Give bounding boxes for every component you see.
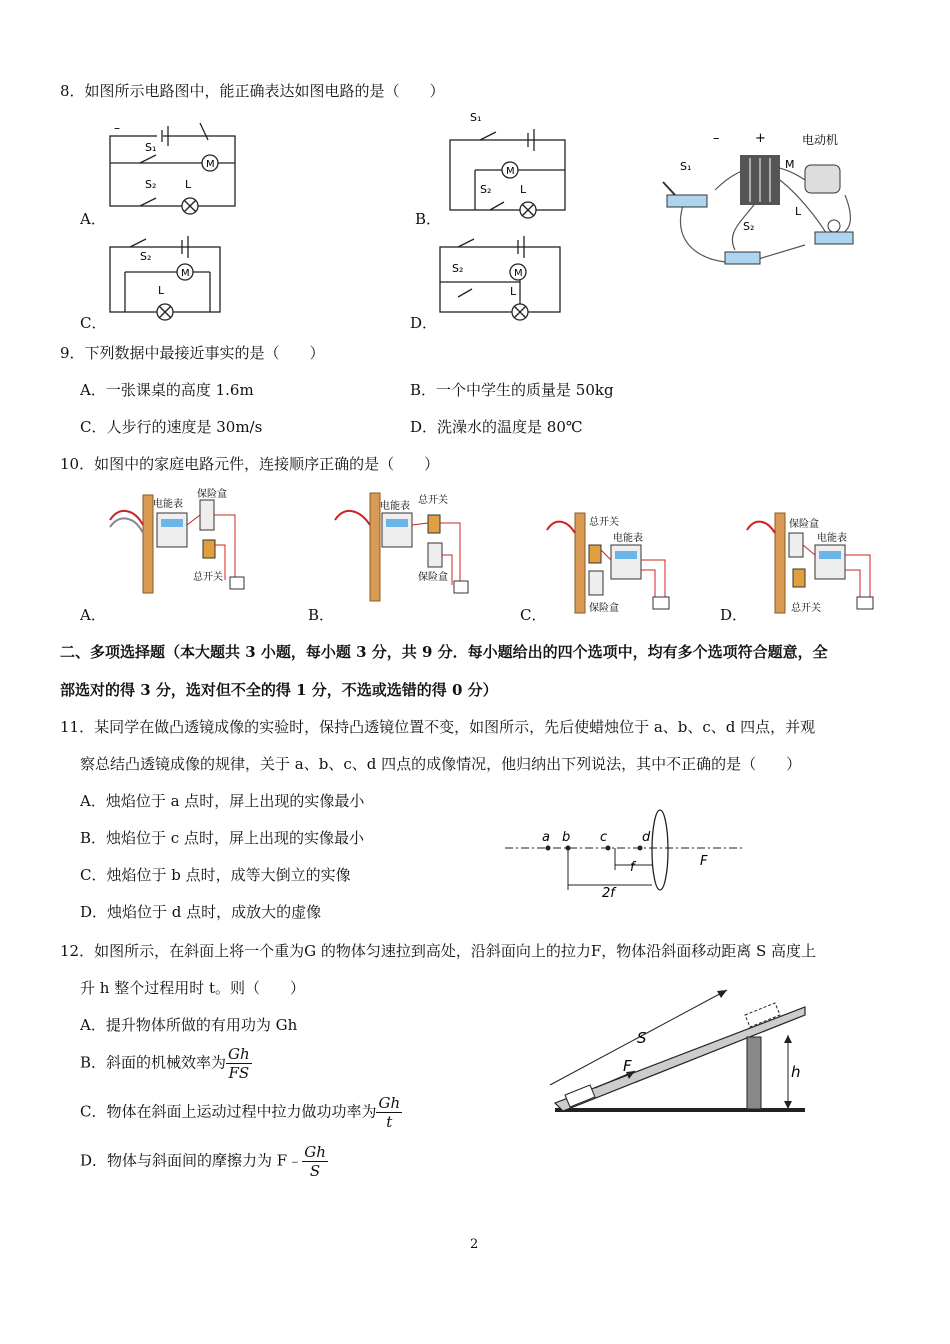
q12-option-b-fraction bbox=[226, 1045, 252, 1082]
q12-option-c[interactable] bbox=[80, 1094, 402, 1131]
phys-motor-label: 电动机 bbox=[802, 133, 839, 147]
q10-d-meter-label: 电能表 bbox=[817, 533, 847, 544]
q8-option-d[interactable]: D． bbox=[410, 314, 438, 332]
q12-option-d-text: D．物体与斜面间的摩擦力为 F﹣ bbox=[80, 1151, 303, 1170]
label-focal-point: F bbox=[700, 854, 708, 869]
q8-circuit-d bbox=[430, 232, 570, 327]
q12-stem-line2: 升 h 整个过程用时 t。则（ ） bbox=[80, 979, 305, 997]
q12-stem-line1: 12．如图所示，在斜面上将一个重为G 的物体匀速拉到高处，沿斜面向上的拉力F，物体沿斜面移动距离 S 高度上 bbox=[60, 942, 817, 960]
q8-a-s2-label: S₂ bbox=[145, 178, 157, 191]
q10-a-fuse-label: 保险盒 bbox=[197, 489, 227, 500]
q10-d-fuse-label: 保险盒 bbox=[789, 519, 819, 530]
q8-b-m-label: M bbox=[506, 166, 515, 177]
q11-stem-line1: 11．某同学在做凸透镜成像的实验时，保持凸透镜位置不变，如图所示，先后使蜡烛位于 a、b、c、d 四点，并观 bbox=[60, 718, 816, 736]
q10-c-meter-label: 电能表 bbox=[613, 533, 643, 544]
q8-b-l-label: L bbox=[520, 183, 527, 196]
motor-icon bbox=[805, 165, 840, 193]
bulb-icon bbox=[828, 220, 840, 232]
section2-header-line2: 部选对的得 3 分，选对但不全的得 1 分，不选或选错的得 0 分） bbox=[60, 681, 498, 699]
q12-incline-diagram bbox=[535, 985, 820, 1120]
q10-a-meter-label: 电能表 bbox=[153, 499, 183, 510]
q12-option-d[interactable] bbox=[80, 1143, 328, 1180]
point-c bbox=[606, 846, 611, 851]
q12-option-b[interactable] bbox=[80, 1045, 252, 1082]
q12-option-c-fraction bbox=[376, 1094, 402, 1131]
q8-a-m-label: M bbox=[206, 159, 215, 170]
label-S: S bbox=[637, 1029, 647, 1047]
phys-plus-label: + bbox=[755, 131, 766, 146]
q11-option-b[interactable]: B．烛焰位于 c 点时，屏上出现的实像最小 bbox=[80, 829, 364, 847]
label-f: f bbox=[630, 860, 635, 875]
q10-b-fuse-label: 保险盒 bbox=[418, 572, 448, 583]
q8-d-l-label: L bbox=[510, 285, 517, 298]
point-a bbox=[546, 846, 551, 851]
q8-c-s2-label: S₂ bbox=[140, 250, 152, 263]
lamp-base-icon bbox=[815, 232, 853, 244]
label-a: a bbox=[542, 830, 550, 845]
point-d bbox=[638, 846, 643, 851]
q9-stem: 9．下列数据中最接近事实的是（ ） bbox=[60, 344, 325, 362]
q8-c-m-label: M bbox=[181, 268, 190, 279]
q10-option-c[interactable]: C． bbox=[520, 606, 547, 624]
q8-a-s1-label: S₁ bbox=[145, 141, 157, 154]
q8-a-minus-label: – bbox=[114, 121, 120, 135]
q11-option-c[interactable]: C．烛焰位于 b 点时，成等大倒立的实像 bbox=[80, 866, 351, 884]
switch-s1-icon bbox=[667, 195, 707, 207]
q8-circuit-a bbox=[100, 118, 245, 228]
q12-c-denominator: t bbox=[386, 1113, 393, 1131]
phys-s2-label: S₂ bbox=[743, 220, 755, 233]
q10-option-d[interactable]: D． bbox=[720, 606, 748, 624]
q8-option-b[interactable]: B． bbox=[415, 210, 442, 228]
label-2f: 2f bbox=[602, 886, 615, 900]
label-d: d bbox=[642, 830, 651, 845]
page-number: 2 bbox=[470, 1237, 479, 1252]
q8-circuit-c bbox=[100, 232, 230, 327]
q10-b-switch-label: 总开关 bbox=[418, 495, 448, 506]
label-h: h bbox=[791, 1063, 801, 1081]
q11-option-a[interactable]: A．烛焰位于 a 点时，屏上出现的实像最小 bbox=[80, 792, 365, 810]
q8-circuit-b bbox=[440, 105, 575, 225]
q8-physical-circuit bbox=[655, 120, 880, 275]
q11-stem-line2: 察总结凸透镜成像的规律，关于 a、b、c、d 四点的成像情况，他归纳出下列说法，其中不正确的是（ ） bbox=[80, 755, 802, 773]
q12-b-numerator: Gh bbox=[228, 1045, 250, 1063]
label-b: b bbox=[562, 830, 571, 845]
q8-option-a[interactable]: A． bbox=[80, 210, 106, 228]
q12-option-c-text: C．物体在斜面上运动过程中拉力做功功率为 bbox=[80, 1102, 377, 1121]
support-block bbox=[747, 1037, 761, 1109]
convex-lens-icon bbox=[652, 810, 668, 890]
q9-option-a[interactable]: A．一张课桌的高度 1.6m bbox=[80, 381, 254, 399]
q12-option-a[interactable]: A．提升物体所做的有用功为 Gh bbox=[80, 1016, 298, 1034]
q9-option-b[interactable]: B．一个中学生的质量是 50kg bbox=[410, 381, 614, 399]
q8-d-s2-label: S₂ bbox=[452, 262, 464, 275]
phys-l-label: L bbox=[795, 205, 802, 218]
q9-option-c[interactable]: C．人步行的速度是 30m/s bbox=[80, 418, 263, 436]
q8-c-l-label: L bbox=[158, 284, 165, 297]
label-c: c bbox=[600, 830, 608, 845]
q10-wiring-c bbox=[545, 505, 685, 615]
q9-option-d[interactable]: D．洗澡水的温度是 80℃ bbox=[410, 418, 583, 436]
q8-a-l-label: L bbox=[185, 178, 192, 191]
switch-s2-icon bbox=[725, 252, 760, 264]
q10-option-a[interactable]: A． bbox=[80, 606, 106, 624]
q10-stem: 10．如图中的家庭电路元件，连接顺序正确的是（ ） bbox=[60, 455, 440, 473]
phys-minus-label: – bbox=[713, 131, 720, 146]
q11-lens-diagram bbox=[500, 805, 750, 900]
q12-option-b-text: B．斜面的机械效率为 bbox=[80, 1053, 227, 1072]
q10-c-switch-label: 总开关 bbox=[589, 517, 619, 528]
section2-header-line1: 二、多项选择题（本大题共 3 小题，每小题 3 分，共 9 分．每小题给出的四个选项中，均有多个选项符合题意，全 bbox=[60, 643, 828, 661]
q8-d-m-label: M bbox=[514, 268, 523, 279]
q11-option-d[interactable]: D．烛焰位于 d 点时，成放大的虚像 bbox=[80, 903, 322, 921]
q10-wiring-d bbox=[745, 505, 885, 615]
q12-d-numerator: Gh bbox=[304, 1143, 326, 1161]
q8-b-s2-label: S₂ bbox=[480, 183, 492, 196]
q12-b-denominator: FS bbox=[228, 1064, 250, 1082]
q10-c-fuse-label: 保险盒 bbox=[589, 603, 619, 614]
phys-s1-label: S₁ bbox=[680, 160, 692, 173]
q10-a-switch-label: 总开关 bbox=[193, 572, 223, 583]
q10-b-meter-label: 电能表 bbox=[380, 501, 410, 512]
label-F: F bbox=[623, 1057, 632, 1075]
q8-b-s1-label: S₁ bbox=[470, 111, 482, 124]
q8-stem: 8．如图所示电路图中，能正确表达如图电路的是（ ） bbox=[60, 82, 445, 100]
q12-d-denominator: S bbox=[309, 1162, 321, 1180]
q10-wiring-a bbox=[105, 485, 255, 595]
q10-wiring-b bbox=[330, 485, 485, 605]
q12-option-d-fraction bbox=[302, 1143, 328, 1180]
q12-c-numerator: Gh bbox=[378, 1094, 401, 1112]
q10-option-b[interactable]: B． bbox=[308, 606, 335, 624]
phys-m-label: M bbox=[785, 158, 795, 171]
q10-d-switch-label: 总开关 bbox=[791, 603, 821, 614]
q8-option-c[interactable]: C． bbox=[80, 314, 107, 332]
